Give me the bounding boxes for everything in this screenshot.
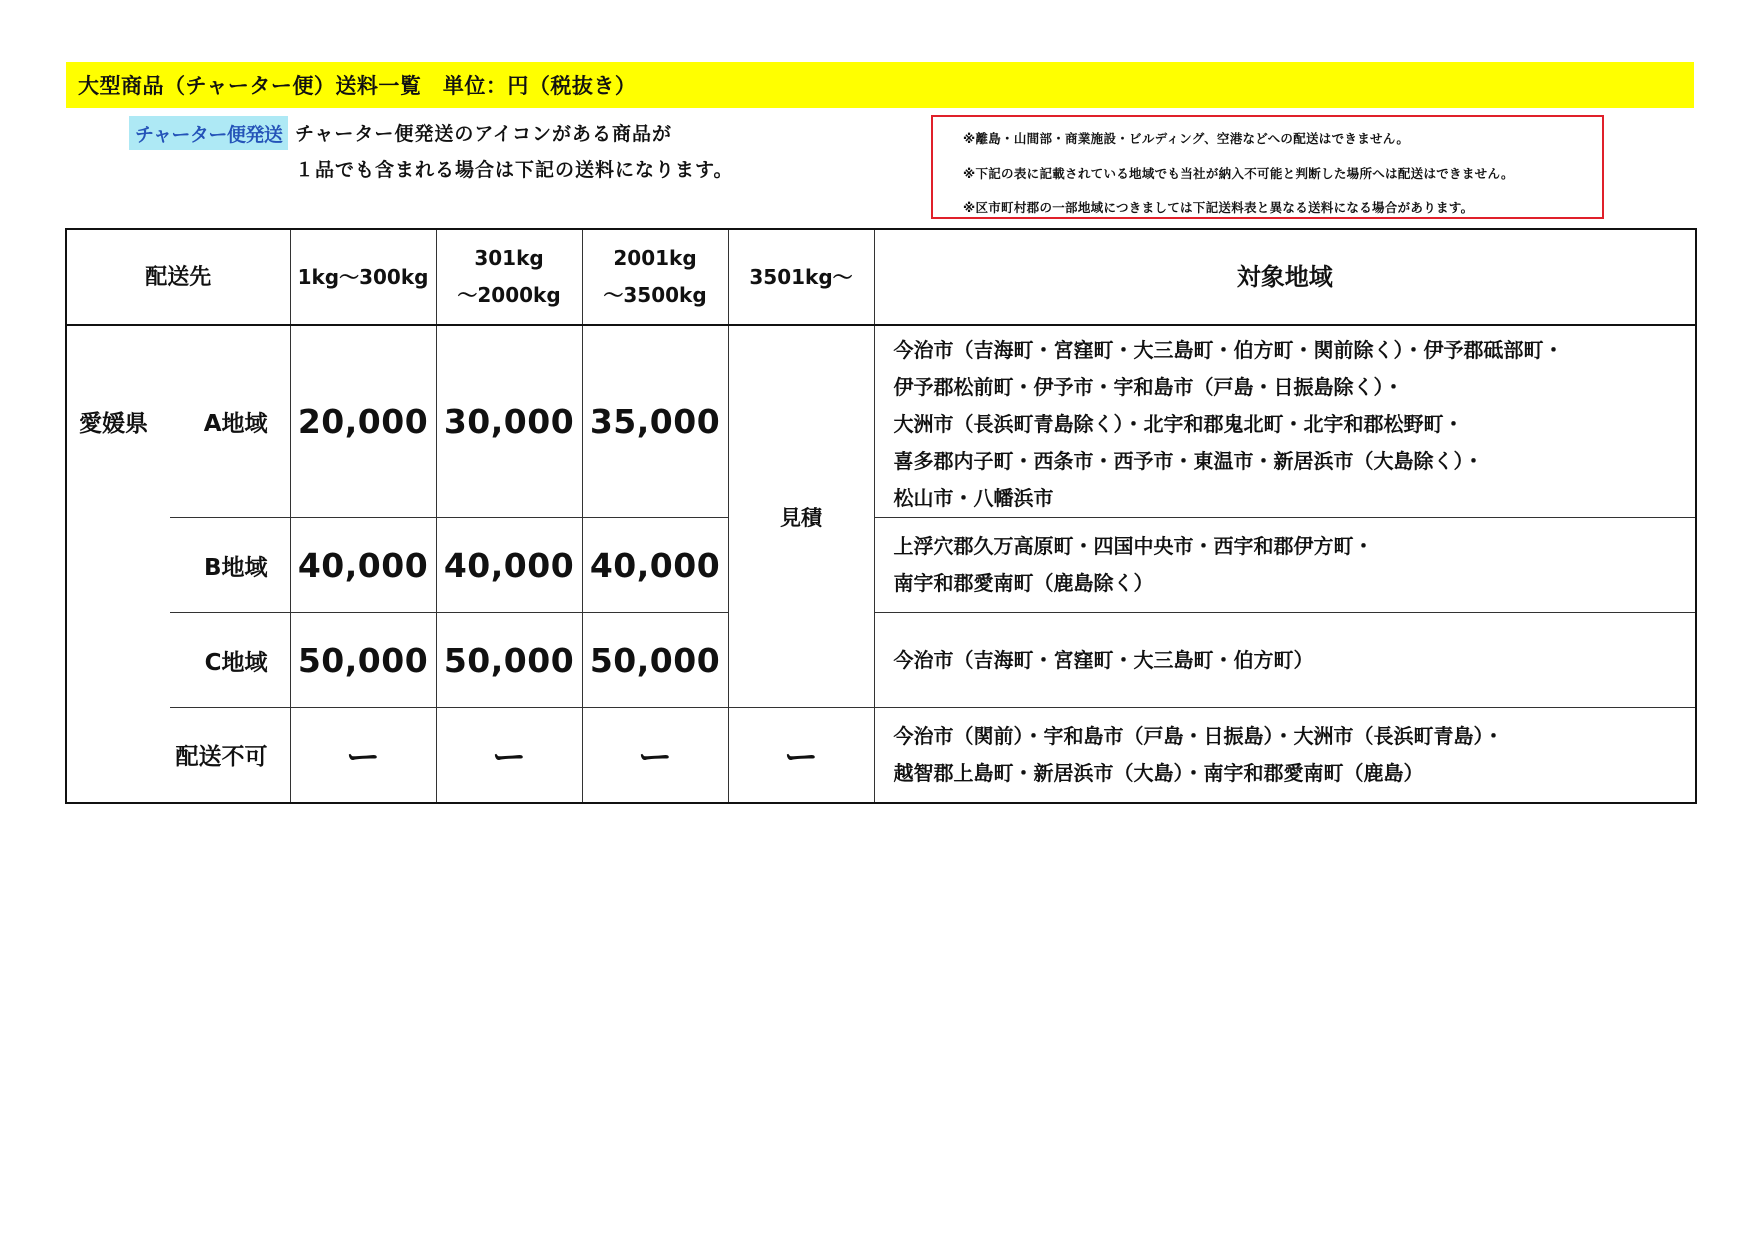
header-weight-2001kg-line2: ～3500kg bbox=[603, 283, 707, 307]
area-list-undeliverable bbox=[874, 708, 1696, 803]
header-weight-1kg-300kg: 1kg～300kg bbox=[290, 229, 436, 325]
unavailable-dash: ー bbox=[582, 708, 728, 803]
price-cell: 40,000 bbox=[436, 518, 582, 613]
prefecture-spacer bbox=[66, 708, 170, 803]
unavailable-dash: ー bbox=[290, 708, 436, 803]
zone-label-b: B地域 bbox=[170, 518, 290, 613]
notes-box bbox=[931, 115, 1604, 219]
shipping-rate-table bbox=[65, 228, 1697, 804]
table-row-zone-b bbox=[66, 518, 1696, 613]
header-target-area: 対象地域 bbox=[874, 229, 1696, 325]
zone-label-c: C地域 bbox=[170, 613, 290, 708]
area-list-c bbox=[874, 613, 1696, 708]
prefecture-cell: 愛媛県 bbox=[66, 325, 170, 518]
unavailable-dash: ー bbox=[728, 708, 874, 803]
area-line: 越智郡上島町・新居浜市（大島）・南宇和郡愛南町（鹿島） bbox=[893, 760, 1424, 785]
table-row-zone-a bbox=[66, 325, 1696, 518]
estimate-cell: 見積 bbox=[728, 325, 874, 708]
area-line: 上浮穴郡久万高原町・四国中央市・西宇和郡伊方町・ bbox=[893, 534, 1374, 558]
header-weight-2001kg-line1: 2001kg bbox=[613, 246, 697, 270]
area-line: 大洲市（長浜町青島除く）・北宇和郡鬼北町・北宇和郡松野町・ bbox=[893, 412, 1464, 436]
intro-text-line-2: １品でも含まれる場合は下記の送料になります。 bbox=[295, 159, 734, 181]
charter-delivery-badge: チャーター便発送 bbox=[129, 116, 288, 150]
area-line: 南宇和郡愛南町（鹿島除く） bbox=[893, 571, 1154, 595]
area-list-b bbox=[874, 518, 1696, 613]
header-destination: 配送先 bbox=[66, 229, 290, 325]
area-line: 今治市（吉海町・宮窪町・大三島町・伯方町） bbox=[893, 647, 1314, 672]
table-row-zone-c bbox=[66, 613, 1696, 708]
note-remote-areas: ※離島・山間部・商業施設・ビルディング、空港などへの配送はできません。 bbox=[963, 131, 1410, 146]
header-weight-3501kg-plus: 3501kg～ bbox=[728, 229, 874, 325]
header-weight-301kg-line2: ～2000kg bbox=[457, 283, 561, 307]
prefecture-spacer bbox=[66, 613, 170, 708]
price-cell: 50,000 bbox=[582, 613, 728, 708]
zone-label-a: A地域 bbox=[170, 325, 290, 518]
area-list-a bbox=[874, 325, 1696, 518]
price-cell: 40,000 bbox=[582, 518, 728, 613]
area-line: 喜多郡内子町・西条市・西予市・東温市・新居浜市（大島除く）・ bbox=[893, 449, 1484, 473]
note-undeliverable-places: ※下記の表に記載されている地域でも当社が納入不可能と判断した場所へは配送はできません。 bbox=[963, 166, 1514, 181]
header-weight-301kg-line1: 301kg bbox=[474, 246, 544, 270]
price-cell: 40,000 bbox=[290, 518, 436, 613]
intro-text-line-1: チャーター便発送のアイコンがある商品が bbox=[295, 123, 672, 145]
price-cell: 30,000 bbox=[436, 325, 582, 518]
price-cell: 50,000 bbox=[436, 613, 582, 708]
area-line: 今治市（吉海町・宮窪町・大三島町・伯方町・関前除く）・伊予郡砥部町・ bbox=[893, 338, 1564, 362]
table-row-undeliverable bbox=[66, 708, 1696, 803]
prefecture-spacer bbox=[66, 518, 170, 613]
header-weight-2001kg-3500kg bbox=[582, 229, 728, 325]
zone-label-undeliverable: 配送不可 bbox=[170, 708, 290, 803]
area-line: 伊予郡松前町・伊予市・宇和島市（戸島・日振島除く）・ bbox=[893, 375, 1404, 399]
area-line: 今治市（関前）・宇和島市（戸島・日振島）・大洲市（長浜町青島）・ bbox=[893, 723, 1504, 748]
area-line: 松山市・八幡浜市 bbox=[893, 486, 1054, 510]
header-weight-301kg-2000kg bbox=[436, 229, 582, 325]
note-partial-areas: ※区市町村郡の一部地域につきましては下記送料表と異なる送料になる場合があります。 bbox=[963, 200, 1474, 215]
table-header-row bbox=[66, 229, 1696, 325]
price-cell: 20,000 bbox=[290, 325, 436, 518]
page-title: 大型商品（チャーター便）送料一覧 単位：円（税抜き） bbox=[66, 62, 1694, 108]
price-cell: 50,000 bbox=[290, 613, 436, 708]
price-cell: 35,000 bbox=[582, 325, 728, 518]
unavailable-dash: ー bbox=[436, 708, 582, 803]
